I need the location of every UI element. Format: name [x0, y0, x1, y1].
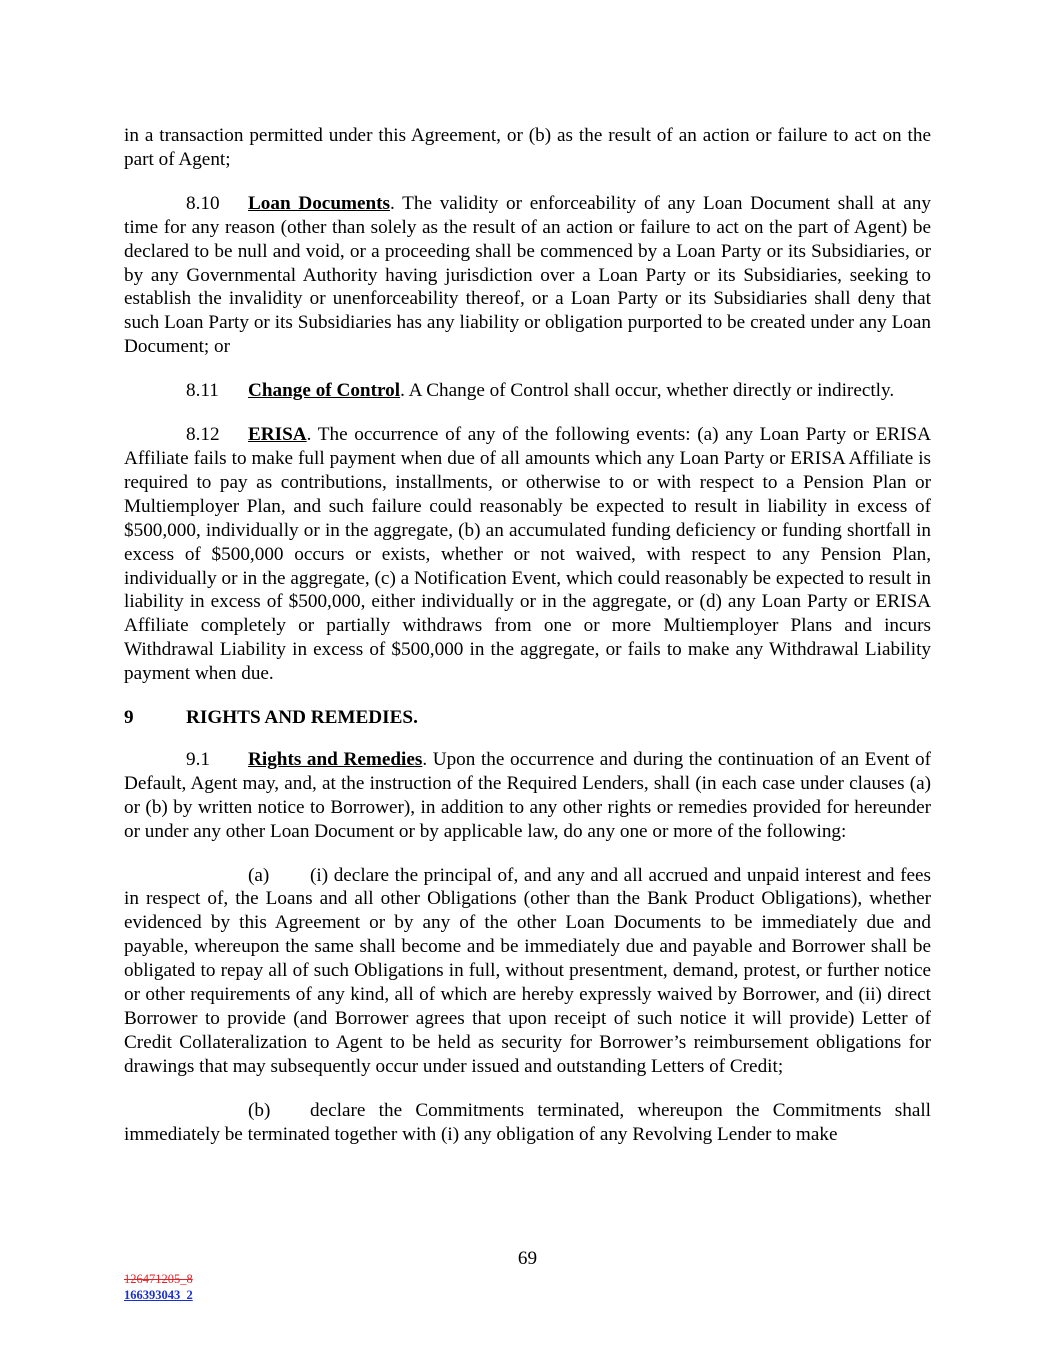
article-number: 9	[124, 707, 134, 729]
clause-text: declare the Commitments terminated, whereupon the Commitments shall immediately be terminated together with (i) any obligation of any Revolving Lender to make	[124, 1099, 931, 1145]
doc-id-deleted: 126471205_8	[124, 1272, 193, 1286]
section-text: . Upon the occurrence and during the continuation of an Event of Default, Agent may, and, at the instruction of the Required Lenders, shall (in each case under clauses (a) or (b) by written notice to Borrower), in addition to any other rights or remedies provided for hereunder or under any other Loan Document or by applicable law, do any one or more of the following:	[124, 748, 932, 842]
clause-text: (i) declare the principal of, and any and all accrued and unpaid interest and fees in respect of, the Loans and all other Obligations (other than the Bank Product Obligations), whether evidenced by this Agreement or by any of the other Loan Documents to be immediately due and payable, whereupon the same shall become and be immediately due and payable and Borrower shall be obligated to repay all of such Obligations in full, without presentment, demand, protest, or further notice or other requirements of any kind, all of which are hereby expressly waived by Borrower, and (ii) direct Borrower to provide (and Borrower agrees that upon receipt of such notice it will provide) Letter of Credit Collateralization to Agent to be held as security for Borrower’s reimbursement obligations for drawings that may subsequently occur under issued and outstanding Letters of Credit;	[124, 864, 931, 1077]
paragraph-continuation: in a transaction permitted under this Agreement, or (b) as the result of an action or failure to act on the part of Agent;	[124, 125, 931, 170]
article-title: RIGHTS AND REMEDIES.	[186, 707, 418, 729]
section-9-1	[124, 748, 931, 844]
page-number: 69	[517, 1248, 538, 1269]
clause-label: (b)	[248, 1099, 271, 1121]
section-8-11	[124, 379, 931, 403]
doc-id-inserted: 166393043_2	[124, 1288, 193, 1302]
section-number: 8.11	[186, 380, 219, 402]
section-number: 8.10	[186, 192, 220, 214]
section-heading: Loan Documents	[248, 192, 391, 214]
section-text: . A Change of Control shall occur, whether directly or indirectly.	[400, 380, 895, 402]
section-text: . The validity or enforceability of any Loan Document shall at any time for any reason (other than solely as the result of an action or failure to act on the part of Agent) be declared to be null and void, or a proceeding shall be commenced by a Loan Party or its Subsidiaries, or by any Governmental Authority having jurisdiction over a Loan Party or its Subsidiaries, seeking to establish the invalidity or unenforceability thereof, or a Loan Party or its Subsidiaries shall deny that such Loan Party or its Subsidiaries has any liability or obligation purported to be created under any Loan Document; or	[124, 192, 931, 358]
section-heading: Change of Control	[248, 380, 401, 402]
section-heading: ERISA	[248, 424, 307, 446]
section-heading: Rights and Remedies	[248, 748, 423, 770]
section-text: . The occurrence of any of the following events: (a) any Loan Party or ERISA Affiliate fails to make full payment when due of all amounts which any Loan Party or ERISA Affiliate is required to pay as contributions, installments, or otherwise to or with respect to a Pension Plan or Multiemployer Plan, and such failure could reasonably be expected to result in liability in excess of $500,000, individually or in the aggregate, (b) an accumulated funding deficiency or funding shortfall in excess of $500,000 occurs or exists, whether or not waived, with respect to any Pension Plan, individually or in the aggregate, (c) a Notification Event, which could reasonably be expected to result in liability in excess of $500,000, either individually or in the aggregate, or (d) any Loan Party or ERISA Affiliate completely or partially withdraws from one or more Multiemployer Plans and incurs Withdrawal Liability in excess of $500,000 in the aggregate, or fails to make any Withdrawal Liability payment when due.	[124, 424, 931, 685]
clause-label: (a)	[248, 864, 270, 886]
document-body	[124, 124, 931, 1167]
section-8-10	[124, 192, 931, 359]
section-number: 9.1	[186, 748, 210, 770]
article-9-heading	[124, 706, 931, 730]
section-number: 8.12	[186, 424, 220, 446]
section-8-12	[124, 423, 931, 686]
clause-b	[124, 1099, 931, 1147]
clause-a	[124, 864, 931, 1079]
